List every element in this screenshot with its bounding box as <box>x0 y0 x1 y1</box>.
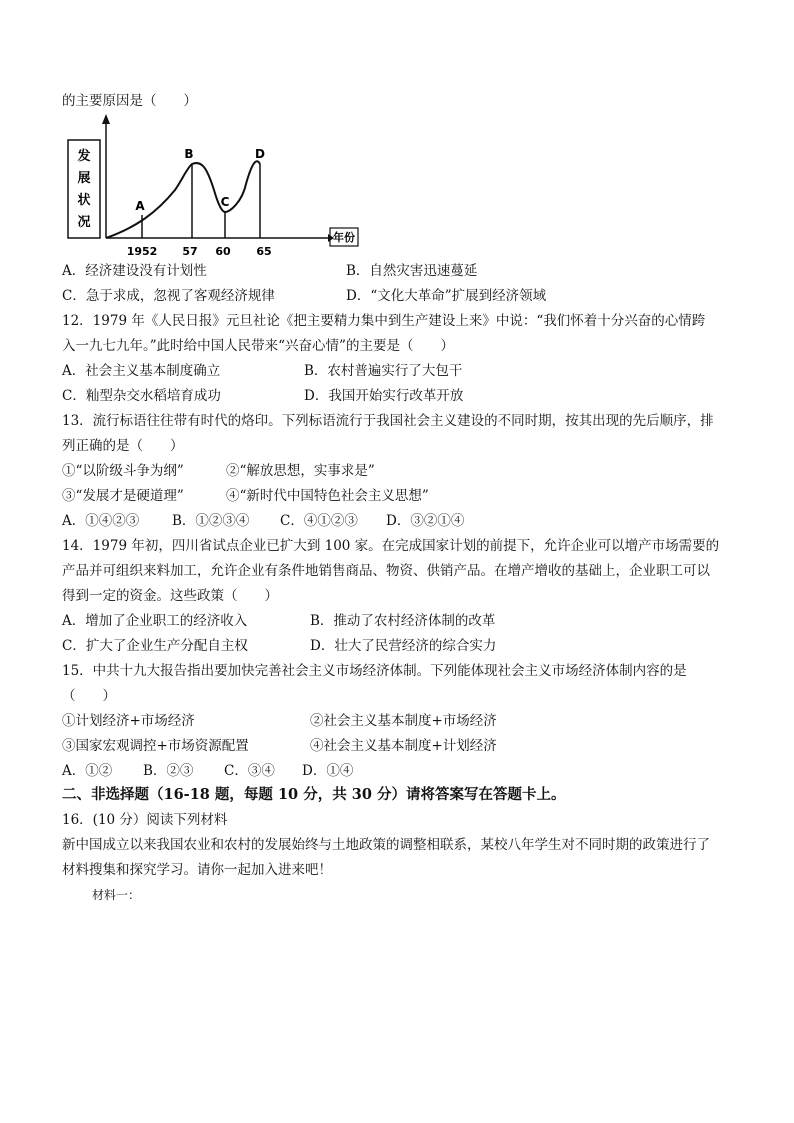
development-chart <box>62 112 362 262</box>
q16-stem-line1: 16．(10 分）阅读下列材料 <box>62 812 228 828</box>
q15-option-c: C．③④ <box>224 763 275 779</box>
development-curve <box>106 161 260 238</box>
section2-title: 二、非选择题（16-18 题，每题 10 分，共 30 分）请将答案写在答题卡上。 <box>62 786 566 803</box>
ylabel-char: 况 <box>77 215 91 230</box>
q16-stem-line3: 材料搜集和探究学习。请你一起加入进来吧！ <box>62 862 332 878</box>
q11-stem-tail: 的主要原因是（ ） <box>62 93 197 109</box>
q12-option-c: C．籼型杂交水稻培育成功 <box>62 388 221 404</box>
q16-stem-line2: 新中国成立以来我国农业和农村的发展始终与土地政策的调整相联系，某校八年学生对不同时期的政策进行了 <box>62 837 710 853</box>
q13-item-1: ①“以阶级斗争为纲” <box>62 463 184 479</box>
q15-item-1: ①计划经济+市场经济 <box>62 713 195 729</box>
q13-option-b: B．①②③④ <box>172 513 250 529</box>
q13-stem-line2: 列正确的是（ ） <box>62 438 184 454</box>
q13-option-a: A．①④②③ <box>62 513 140 529</box>
q15-item-2: ②社会主义基本制度+市场经济 <box>310 713 497 729</box>
q15-option-d: D．①④ <box>302 763 354 779</box>
q15-option-a: A．①② <box>62 763 113 779</box>
q13-item-3: ③“发展才是硬道理” <box>62 488 184 504</box>
ylabel-char: 状 <box>77 193 91 208</box>
q12-option-a: A．社会主义基本制度确立 <box>62 363 221 379</box>
q11-option-a: A．经济建设没有计划性 <box>62 263 207 279</box>
q12-option-d: D．我国开始实行改革开放 <box>304 388 464 404</box>
q11-option-c: C．急于求成，忽视了客观经济规律 <box>62 288 275 304</box>
q13-item-4: ④“新时代中国特色社会主义思想” <box>226 488 429 504</box>
q13-option-c: C．④①②③ <box>280 513 358 529</box>
tick-label: 57 <box>182 245 198 258</box>
point-label-a: A <box>135 199 145 213</box>
q13-stem-line1: 13．流行标语往往带有时代的烙印。下列标语流行于我国社会主义建设的不同时期，按其出现的先后顺序，排 <box>62 413 714 429</box>
q14-stem-line2: 产品并可组织来料加工，允许企业有条件地销售商品、物资、供销产品。在增产增收的基础上，企业职工可以 <box>62 563 710 579</box>
q15-item-4: ④社会主义基本制度+计划经济 <box>310 738 497 754</box>
q14-option-b: B．推动了农村经济体制的改革 <box>310 613 496 629</box>
q13-item-2: ②“解放思想，实事求是” <box>226 463 375 479</box>
ylabel-char: 展 <box>77 171 91 186</box>
q12-stem-line2: 入一九七九年。”此时给中国人民带来“兴奋心情”的主要是（ ） <box>62 338 454 354</box>
q14-option-d: D．壮大了民营经济的综合实力 <box>310 638 497 654</box>
point-label-d: D <box>255 147 265 161</box>
q13-option-d: D．③②①④ <box>386 513 465 529</box>
q12-stem-line1: 12．1979 年《人民日报》元旦社论《把主要精力集中到生产建设上来》中说：“我们怀着十分兴奋的心情跨 <box>62 313 706 329</box>
xlabel: 年份 <box>333 231 355 244</box>
tick-label: 65 <box>256 245 272 258</box>
q14-stem-line3: 得到一定的资金。这些政策（ ） <box>62 588 278 604</box>
q11-option-b: B．自然灾害迅速蔓延 <box>346 263 478 279</box>
tick-label: 60 <box>215 245 231 258</box>
y-axis-arrow <box>102 114 110 124</box>
q15-item-3: ③国家宏观调控+市场资源配置 <box>62 738 249 754</box>
q16-material1-label: 材料一： <box>92 888 141 902</box>
q15-stem-line1: 15．中共十九大报告指出要加快完善社会主义市场经济体制。下列能体现社会主义市场经济体制内容的是 <box>62 663 687 679</box>
q14-option-c: C．扩大了企业生产分配自主权 <box>62 638 248 654</box>
q14-stem-line1: 14．1979 年初，四川省试点企业已扩大到 100 家。在完成国家计划的前提下，允许企业可以增产市场需要的 <box>62 538 720 554</box>
ylabel-char: 发 <box>77 149 91 164</box>
point-label-b: B <box>184 147 194 161</box>
point-label-c: C <box>220 195 230 209</box>
tick-label: 1952 <box>126 245 158 258</box>
q11-option-d: D．“文化大革命”扩展到经济领域 <box>346 288 547 304</box>
q12-option-b: B．农村普遍实行了大包干 <box>304 363 463 379</box>
q15-option-b: B．②③ <box>143 763 194 779</box>
q15-stem-line2: （ ） <box>62 688 116 704</box>
q14-option-a: A．增加了企业职工的经济收入 <box>62 613 248 629</box>
